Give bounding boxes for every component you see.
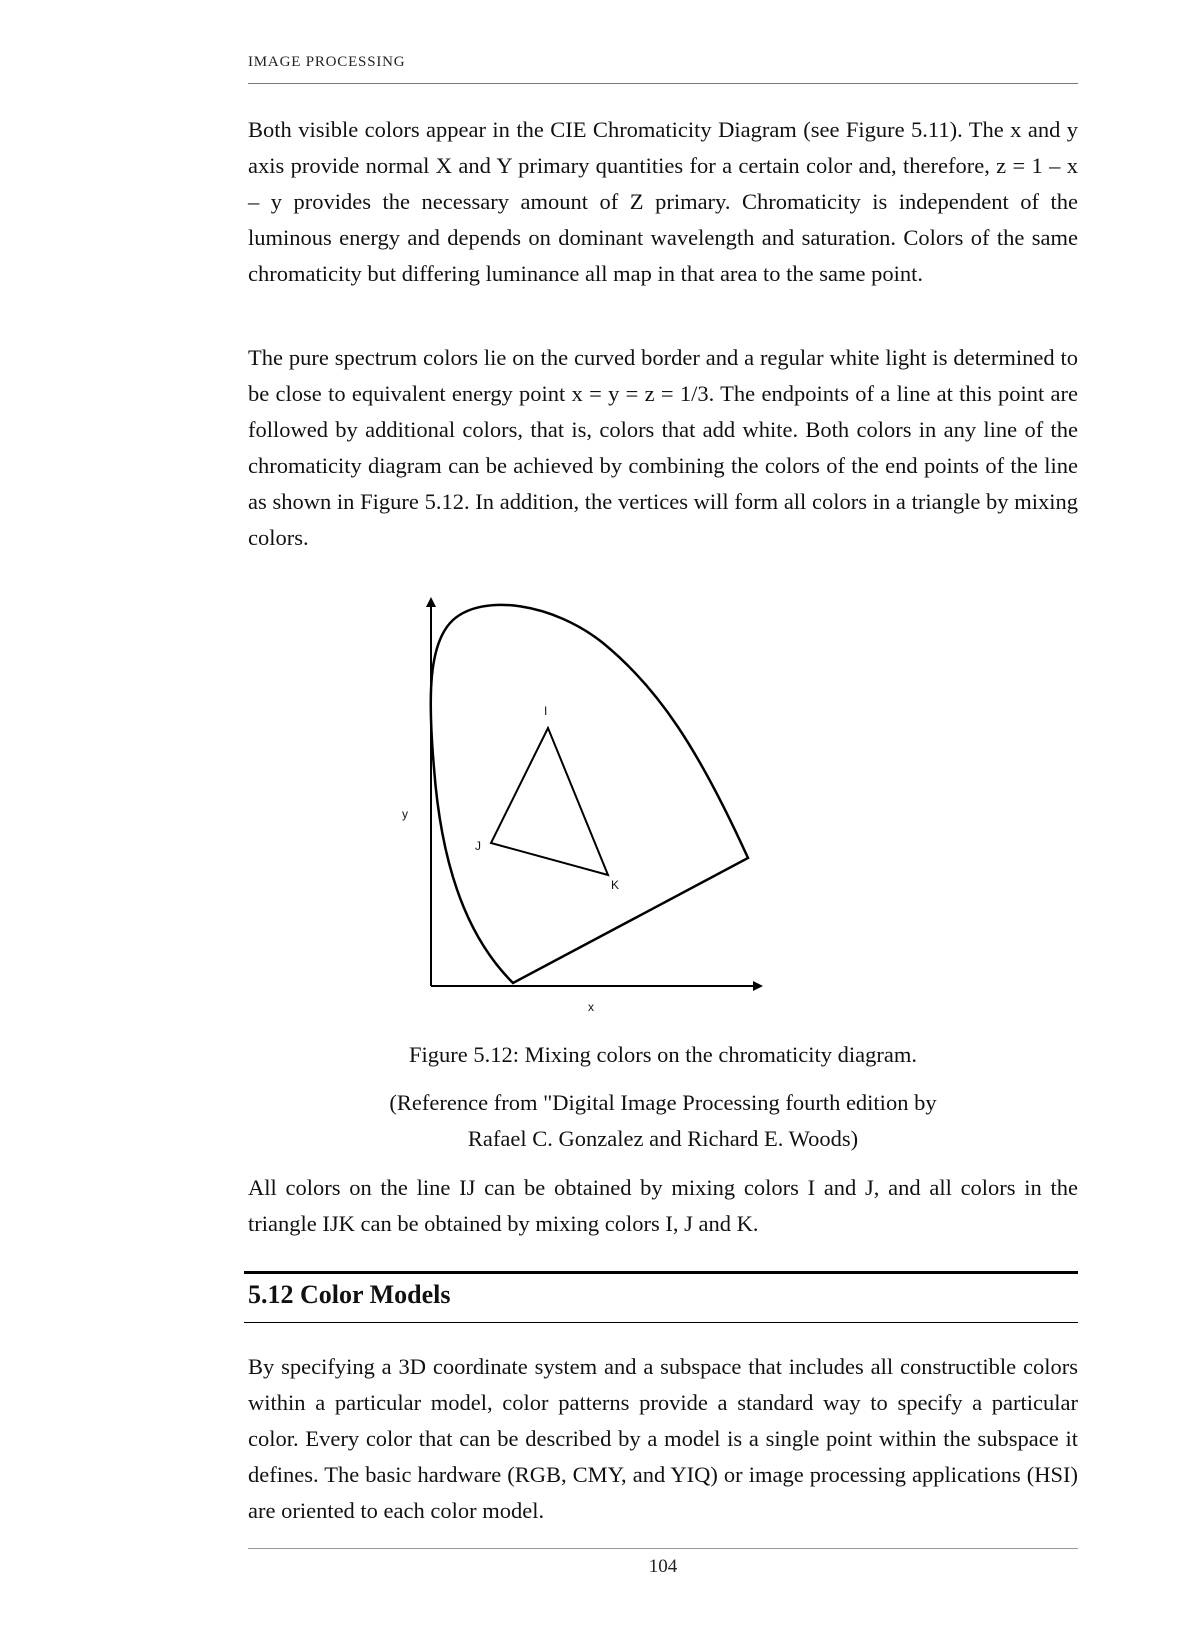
label-k: K — [611, 878, 620, 892]
paragraph-cie-diagram: Both visible colors appear in the CIE Chromaticity Diagram (see Figure 5.11). The x and y axis provide normal X and Y primary quantities for a certain color and, therefore, z = 1 – x – y provides the necessary amount of Z primary. Chromaticity is independent of the luminous energy and depends on dominant wavelength and saturation. Colors of the same chromaticity but differing luminance all map in that area to the same point. — [248, 117, 1078, 286]
chromaticity-figure — [248, 588, 1078, 1033]
header-rule — [248, 83, 1078, 84]
figure-reference-line-1: (Reference from "Digital Image Processing fourth edition by — [389, 1090, 937, 1115]
paragraph-spectrum-colors: The pure spectrum colors lie on the curved border and a regular white light is determined to be close to equivalent energy point x = y = z = 1/3. The endpoints of a line at this point are followed by additional colors, that is, colors that add white. Both colors in any line of the chromaticity diagram can be achieved by combining the colors of the end points of the line as shown in Figure 5.12. In addition, the vertices will form all colors in a triangle by mixing colors. — [248, 345, 1078, 550]
chromaticity-diagram — [248, 588, 1078, 1033]
section-heading-box — [244, 1271, 1078, 1323]
figure-reference — [248, 1085, 1078, 1157]
paragraph-mixing-colors: All colors on the line IJ can be obtained by mixing colors I and J, and all colors in the triangle IJK can be obtained by mixing colors I, J and K. — [248, 1175, 1078, 1236]
triangle-ijk — [491, 728, 608, 875]
running-header: IMAGE PROCESSING — [248, 54, 406, 70]
label-i: I — [544, 704, 548, 718]
page-number: 104 — [648, 1556, 678, 1577]
figure-reference-line-2: Rafael C. Gonzalez and Richard E. Woods) — [467, 1126, 859, 1151]
axis-label-x: x — [588, 1000, 594, 1014]
spectral-locus-curve — [431, 605, 748, 983]
footer-rule — [248, 1548, 1078, 1549]
label-j: J — [475, 839, 481, 853]
section-title: 5.12 Color Models — [248, 1280, 451, 1309]
paragraph-color-models: By specifying a 3D coordinate system and a subspace that includes all constructible colors within a particular model, color patterns provide a standard way to specify a particular color. Every color that can be described by a model is a single point within the subspace it defines. The basic hardware (RGB, CMY, and YIQ) or image processing applications (HSI) are oriented to each color model. — [248, 1354, 1078, 1523]
axis-label-y: y — [402, 807, 408, 821]
figure-caption: Figure 5.12: Mixing colors on the chromaticity diagram. — [408, 1042, 918, 1067]
